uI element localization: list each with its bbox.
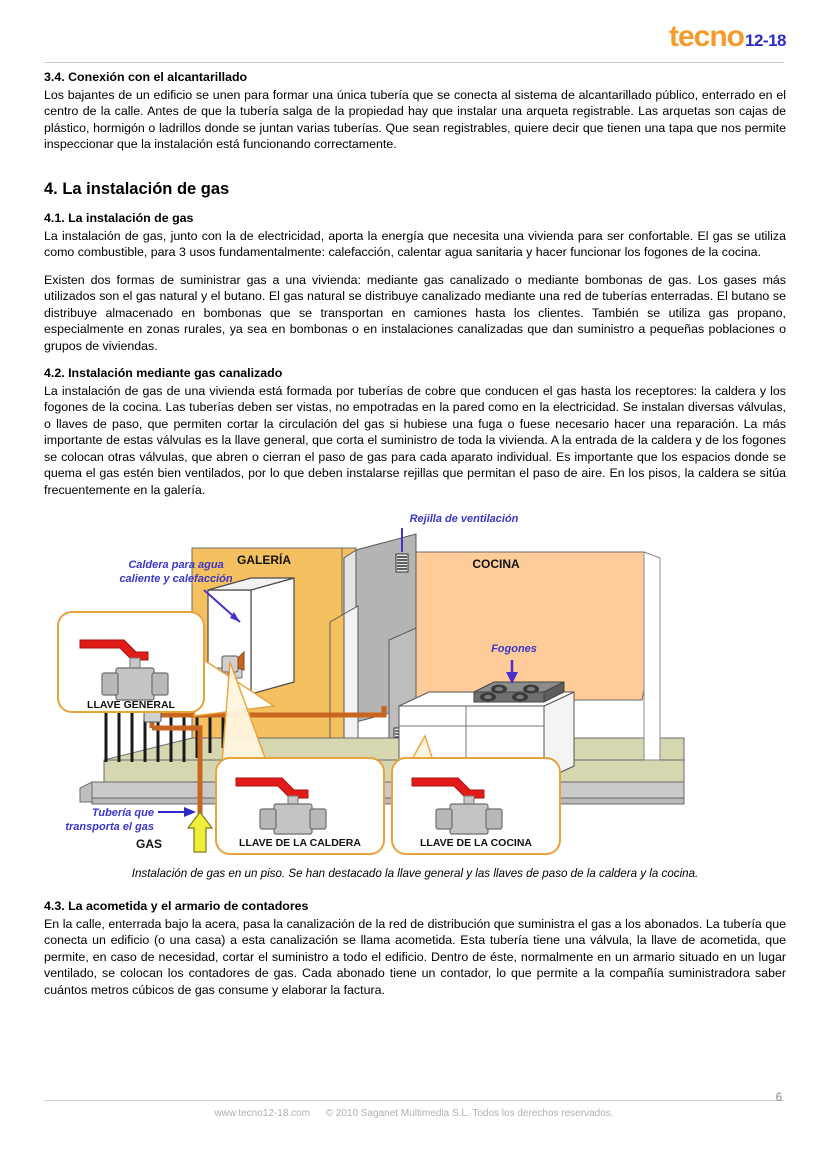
- vent-grille-icon: [396, 554, 408, 572]
- annotation-pipe-line1: Tubería que: [91, 807, 154, 820]
- section-4-heading: 4. La instalación de gas: [44, 179, 230, 198]
- kitchen-wall: [416, 552, 648, 700]
- callout-boiler-valve-label: LLAVE DE LA CALDERA: [239, 837, 361, 850]
- floor-slab-shadow: [92, 798, 684, 804]
- annotation-vent-grille: Rejilla de ventilación: [409, 513, 519, 526]
- section-3-4-heading: 3.4. Conexión con el alcantarillado: [44, 70, 248, 84]
- section-4-2-heading: 4.2. Instalación mediante gas canalizado: [44, 366, 283, 381]
- section-3-4: [44, 70, 786, 153]
- floor-surface-perspective: [104, 738, 684, 760]
- callout-kitchen-valve-label: LLAVE DE LA COCINA: [420, 837, 532, 850]
- figure-caption: Instalación de gas en un piso. Se han destacado la llave general y las llaves de paso de la caldera y la cocina.: [131, 867, 699, 881]
- callout-main-valve: [58, 612, 204, 712]
- header-divider: [44, 62, 784, 63]
- annotation-pipe-line2: transporta el gas: [65, 821, 154, 834]
- section-4-2-paragraph-1: La instalación de gas de una vivienda está formada por tuberías de cobre que conducen el gas hasta los receptores: la caldera y los fogones de la cocina. Las tuberías deben ser vistas, no empotradas en la pared como en la electricidad. Se instalan diversas válvulas, o llaves de paso, que permiten cortar la circulación del gas si hubiese una fuga o fuese necesario hacer una reparación. La más importante de estas válvulas es la llave general, que corta el suministro de toda la vivienda. A la entrada de la caldera y de los fogones se colocan otras válvulas, que abren o cierran el paso de gas para cada aparato individual. Es importante que los espacios donde se quema el gas estén bien ventilados, por lo que deben instalarse rejillas que permitan el paso de aire. En los pisos, la caldera se sitúa frecuentemente en la galería.: [44, 383, 786, 497]
- room-label-gallery: GALERÍA: [237, 553, 291, 568]
- logo-wordmark: tecno: [669, 20, 745, 53]
- callout-kitchen-valve: [392, 758, 560, 854]
- section-3-4-paragraph-1: Los bajantes de un edificio se unen para formar una única tubería que se conecta al sistema de alcantarillado público, enterrado en el centro de la calle. Antes de que la tubería salga de la propiedad hay que instalar una arqueta registrable. Las arquetas son cajas de plástico, hormigón o ladrillos donde se juntan varias tuberías. Que sean registrables, quiere decir que tienen una tapa que nos permite inspeccionar que la instalación está funcionando correctamente.: [44, 87, 786, 151]
- page-footer: [0, 1108, 828, 1119]
- callout-main-valve-label: LLAVE GENERAL: [87, 699, 175, 712]
- hob-burners: [474, 682, 564, 702]
- annotation-boiler-line2: caliente y calefacción: [119, 573, 233, 586]
- section-4-1-heading: 4.1. La instalación de gas: [44, 211, 194, 226]
- partition-wall-lower: [344, 606, 358, 756]
- gas-inlet-label: GAS: [135, 837, 162, 852]
- room-label-kitchen: COCINA: [472, 557, 520, 572]
- gas-installation-diagram: [44, 510, 786, 860]
- footer-divider: [44, 1100, 784, 1101]
- footer-copyright: © 2010 Saganet Multimedia S.L. Todos los derechos reservados.: [325, 1108, 614, 1119]
- section-4-3-heading: 4.3. La acometida y el armario de contadores: [44, 899, 309, 914]
- section-4-3: [44, 899, 786, 998]
- annotation-burners: Fogones: [491, 643, 537, 656]
- gas-inlet-arrow-icon: [188, 812, 212, 852]
- section-4-1-paragraph-1: La instalación de gas, junto con la de electricidad, aporta la energía que necesita una vivienda para ser confortable. El gas se utiliza como combustible, para 3 usos fundamentalmente: calefacción, calentar agua sanitaria y hacer funcionar los fogones de la cocina.: [44, 228, 786, 260]
- callout-boiler-valve: [216, 758, 384, 854]
- section-4-3-paragraph-1: En la calle, enterrada bajo la acera, pasa la canalización de la red de distribución que suministra el gas a los abonados. La tubería que conecta un edificio (o una casa) a esta canalización se llama acometida. Esta tubería tiene una válvula, la llave de acometida, que permite, en caso de necesidad, cortar el suministro a todo el edificio. Dentro de éste, normalmente en un armario situado en un lugar ventilado, se colocan los contadores de gas. Cada abonado tiene un contador, lo que permite a la compañía suministradora saber cuántos metros cúbicos de gas consume y elaborar la factura.: [44, 916, 786, 997]
- page-number: 6: [775, 1092, 782, 1104]
- annotation-boiler-line1: Caldera para agua: [128, 559, 224, 572]
- diagram-svg: [44, 510, 786, 860]
- section-4-1: [44, 211, 786, 354]
- section-4-2: [44, 366, 786, 498]
- scene-right-edge: [644, 552, 660, 760]
- floor-slab-lip: [80, 782, 92, 802]
- brand-logo: [669, 22, 786, 52]
- annotation-pipe-arrowhead: [184, 807, 196, 817]
- footer-website: www.tecno12-18.com: [214, 1108, 311, 1119]
- document-body: [44, 70, 786, 1010]
- logo-number: 12-18: [745, 31, 786, 50]
- section-4-1-paragraph-2: Existen dos formas de suministrar gas a una vivienda: mediante gas canalizado o mediante bombonas de gas. Los gases más utilizados son el gas natural y el butano. El gas natural se distribuye canalizado mediante una red de tuberías enterradas. El butano se distribuye almacenado en bombonas que se transportan en camiones hasta los clientes. También se utiliza gas propano, especialmente en zonas rurales, ya sea en bombonas o en instalaciones canalizadas que dan suministro a pequeñas poblaciones o grupos de viviendas.: [44, 272, 786, 353]
